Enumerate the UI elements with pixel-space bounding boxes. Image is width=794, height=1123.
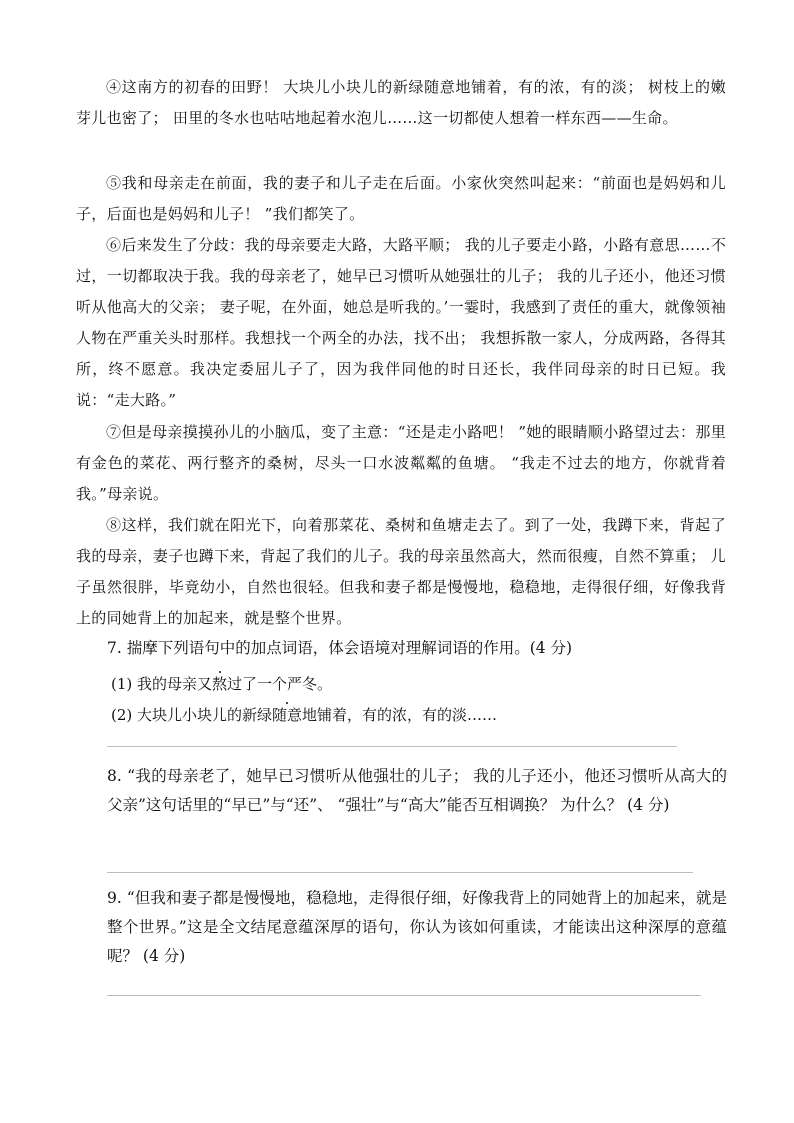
- question-8: 8. “我的母亲老了，她早已习惯听从他强壮的儿子； 我的儿子还小，他还习惯听从高大的父亲”这句话里的“早已”与“还”、 “强壮”与“高大”能否互相调换？ 为什么？ (4 分): [107, 767, 727, 814]
- answer-line-q8[interactable]: [107, 872, 693, 873]
- q7-s1-dotted-word: 熬: [212, 675, 228, 693]
- q7-s2-prefix: (2) 大块儿小块儿的新绿: [111, 706, 273, 724]
- paragraph-7: ⑦但是母亲摸摸孙儿的小脑瓜，变了主意：“还是走小路吧！ ”她的眼睛顺小路望过去：那里有金色的菜花、两行整齐的桑树，尽头一口水波粼粼的鱼塘。 “我走不过去的地方，你就背着我。”母亲说。: [76, 423, 726, 503]
- paragraph-4: ④这南方的初春的田野！ 大块儿小块儿的新绿随意地铺着，有的浓，有的淡； 树枝上的嫩芽儿也密了； 田里的冬水也咕咕地起着水泡儿……这一切都使人想着一样东西——生命。: [76, 78, 726, 127]
- paragraph-6: ⑥后来发生了分歧：我的母亲要走大路，大路平顺； 我的儿子要走小路，小路有意思……不过，一切都取决于我。我的母亲老了，她早已习惯听从她强壮的儿子； 我的儿子还小，他还习惯听从他高大的父亲； 妻子呢，在外面，她总是听我的。’一霎时，我感到了责任的重大，就像领袖人物在严重关头时那样。我想找一个两全的办法，找不出； 我想拆散一家人，分成两路，各得其所，终不愿意。我决定委屈儿子了，因为我伴同他的时日还长，我伴同母亲的时日已短。我说：“走大路。”: [76, 236, 726, 409]
- paragraph-5: ⑤我和母亲走在前面，我的妻子和儿子走在后面。小家伙突然叫起来：“前面也是妈妈和儿子，后面也是妈妈和儿子！ ”我们都笑了。: [76, 174, 726, 223]
- question-7-sentence-1: [111, 672, 332, 696]
- q7-s2-dotted-word: 随意: [272, 706, 303, 724]
- question-9: 9. “但我和妻子都是慢慢地，稳稳地，走得很仔细，好像我背上的同她背上的加起来，就是整个世界。”这是全文结尾意蕴深厚的语句，你认为该如何重读，才能读出这种深厚的意蕴呢？ (4 分): [107, 889, 727, 965]
- q7-s1-prefix: (1) 我的母亲又: [111, 675, 213, 693]
- q7-s1-suffix: 过了一个严冬。: [227, 675, 333, 693]
- question-7-sentence-2: [111, 703, 497, 727]
- question-7-stem: 7. 揣摩下列语句中的加点词语，体会语境对理解词语的作用。(4 分): [107, 639, 573, 657]
- paragraph-8: ⑧这样，我们就在阳光下，向着那菜花、桑树和鱼塘走去了。到了一处，我蹲下来，背起了我的母亲，妻子也蹲下来，背起了我们的儿子。我的母亲虽然高大，然而很瘦，自然不算重； 儿子虽然很胖，毕竟幼小，自然也很轻。但我和妻子都是慢慢地，稳稳地，走得很仔细，好像我背上的同她背上的加起来，就是整个世界。: [76, 516, 726, 627]
- q7-s2-suffix: 地铺着，有的浓，有的淡……: [302, 706, 498, 724]
- answer-line-q7[interactable]: [107, 746, 677, 747]
- answer-line-q9[interactable]: [107, 995, 701, 996]
